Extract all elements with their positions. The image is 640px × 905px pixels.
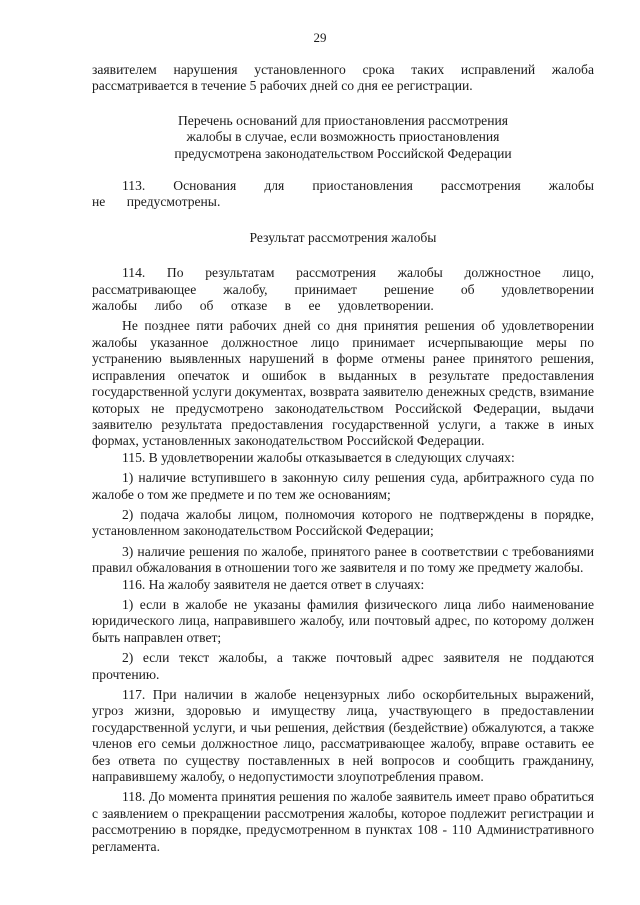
section-heading-suspension	[92, 113, 594, 162]
paragraph-115: 115. В удовлетворении жалобы отказывается в следующих случаях:	[122, 449, 515, 465]
paragraph-114-measures: Не позднее пяти рабочих дней со дня принятия решения об удовлетворении жалобы указанное должностное лицо принимает исчерпывающие меры по устранению выявленных нарушений в форме отмены ранее принятого решения, исправления опечаток и ошибок в выданных в результате предоставления государственной услуги документах, возврата заявителю денежных средств, взимание которых не предусмотрено законодательством Российской Федерации, выдачи заявителю результата предоставления государственной услуги, а также в иных формах, установленных законодательством Российской Федерации.	[92, 318, 594, 449]
heading-line: предусмотрена законодательством Российской Федерации	[174, 145, 512, 161]
page-number: 29	[313, 30, 327, 45]
paragraph-113: 113. Основания для приостановления рассмотрения жалобы не предусмотрены.	[92, 178, 594, 210]
paragraph-114: 114. По результатам рассмотрения жалобы должностное лицо, рассматривающее жалобу, принимает решение об удовлетворении жалобы либо об отказе в ее удовлетворении.	[92, 265, 594, 314]
paragraph-118: 118. До момента принятия решения по жалобе заявитель имеет право обратиться с заявлением о прекращении рассмотрения жалобы, которое подлежит регистрации и рассмотрению в порядке, предусмотренном в пунктах 108 - 110 Административного регламента.	[92, 789, 594, 854]
paragraph-115-item-3: 3) наличие решения по жалобе, принятого ранее в соответствии с требованиями правил обжалования в отношении того же заявителя и по тому же предмету жалобы.	[92, 543, 594, 576]
paragraph-continuation: заявителем нарушения установленного срока таких исправлений жалоба рассматривается в течение 5 рабочих дней со дня ее регистрации.	[92, 62, 594, 94]
heading-line: Перечень оснований для приостановления рассмотрения	[177, 112, 508, 128]
heading-line: жалобы в случае, если возможность приостановления	[186, 129, 500, 145]
paragraph-116-item-1: 1) если в жалобе не указаны фамилия физического лица либо наименование юридического лица, направившего жалобу, или почтовый адрес, по которому должен быть направлен ответ;	[92, 596, 594, 645]
section-heading-result: Результат рассмотрения жалобы	[249, 229, 437, 245]
paragraph-115-item-2: 2) подача жалобы лицом, полномочия которого не подтверждены в порядке, установленном законодательством Российской Федерации;	[92, 506, 594, 539]
paragraph-116-item-2: 2) если текст жалобы, а также почтовый адрес заявителя не поддаются прочтению.	[92, 650, 594, 682]
paragraph-115-item-1: 1) наличие вступившего в законную силу решения суда, арбитражного суда по жалобе о том же предмете и по тем же основаниям;	[92, 470, 594, 502]
paragraph-117: 117. При наличии в жалобе нецензурных либо оскорбительных выражений, угроз жизни, здоровью и имуществу лица, участвующего в предоставлении государственной услуги, и чьи решения, действия (бездействие) обжалуются, а также членов его семьи должностное лицо, рассматривающее жалобу, вправе оставить ее без ответа по существу поставленных в ней вопросов и сообщить гражданину, направившему жалобу, о недопустимости злоупотребления правом.	[92, 687, 594, 785]
paragraph-116: 116. На жалобу заявителя не дается ответ в случаях:	[122, 576, 425, 592]
document-body	[92, 62, 594, 855]
